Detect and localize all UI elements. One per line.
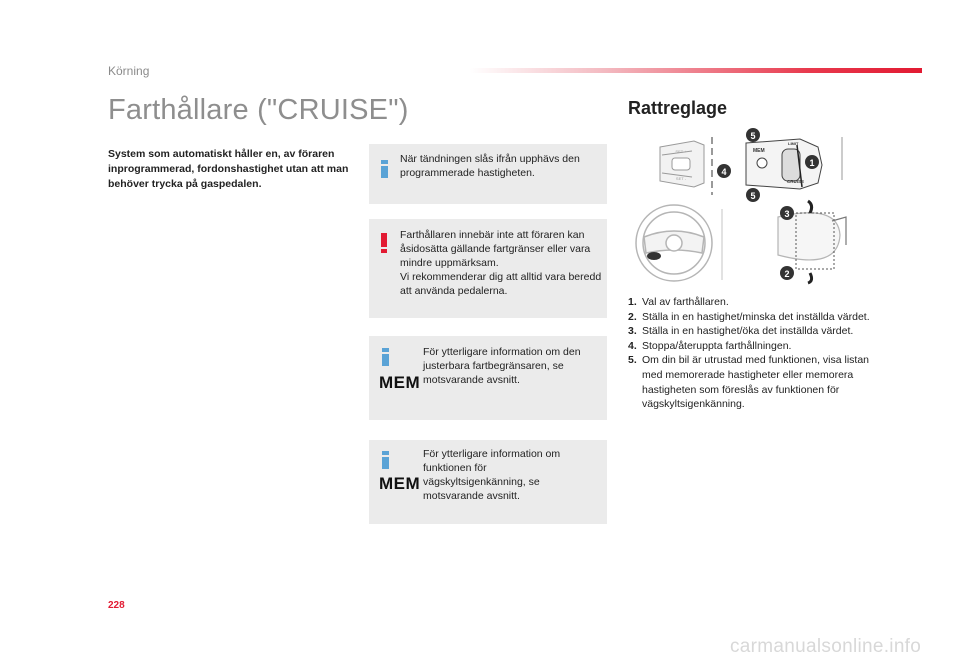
note-box-warning — [369, 219, 607, 318]
mem-badge: MEM — [379, 474, 421, 493]
diagram-label: SET - — [675, 176, 687, 181]
note-box-info — [369, 144, 607, 204]
svg-text:1: 1 — [809, 158, 815, 168]
section-label: Körning — [108, 64, 150, 78]
diagram-label: LIMIT — [788, 141, 799, 146]
info-icon — [382, 348, 389, 366]
legend-item: 1. Val av farthållaren. — [628, 296, 729, 308]
legend-item: 4. Stoppa/återuppta farthållningen. — [628, 339, 792, 352]
callout-5-bottom — [746, 188, 760, 202]
diagram-label: MEM — [753, 148, 765, 154]
svg-text:5: 5 — [750, 191, 756, 201]
steering-controls-illustration — [632, 125, 857, 285]
note-box-info-mem — [369, 440, 607, 524]
callout-5-top — [746, 128, 760, 142]
header-accent-bar — [470, 68, 922, 73]
arrow-increase — [808, 201, 812, 213]
info-icon — [381, 160, 388, 178]
legend-item: 3. Ställa in en hastighet/öka det inställda värdet. — [628, 325, 854, 338]
arrow-decrease — [808, 273, 812, 283]
callout-4 — [717, 164, 731, 178]
controls-legend — [628, 295, 873, 412]
note-text: Farthållaren innebär inte att föraren kan åsidosätta gällande fartgränser eller vara mindre uppmärksam. Vi rekommenderar dig att alltid vara beredd att använda pedalerna. — [400, 229, 602, 297]
intro-text: System som automatiskt håller en, av föraren inprogrammerad, fordonshastighet utan att man behöver trycka på gaspedalen. — [108, 148, 349, 190]
diagram-label: CRUISE — [787, 179, 805, 184]
svg-text:2: 2 — [784, 269, 790, 279]
svg-text:3: 3 — [784, 209, 790, 219]
svg-text:5: 5 — [750, 131, 756, 141]
callout-1 — [805, 155, 819, 169]
note-box-info-mem — [369, 336, 607, 420]
info-icon — [382, 451, 389, 469]
callout-2 — [780, 266, 794, 280]
diagram-label: SET + — [675, 149, 687, 154]
legend-item: 5. Om din bil är utrustad med funktionen, visa listan med memorerade hastigheter eller memorera hastigheten som föreslås av funktionen för vägskyltsigenkänning. — [628, 354, 870, 411]
callout-3 — [780, 206, 794, 220]
watermark: carmanualsonline.info — [730, 636, 922, 657]
page-title: Farthållare ("CRUISE") — [108, 94, 409, 126]
warning-icon — [381, 233, 387, 253]
svg-text:4: 4 — [721, 167, 727, 177]
legend-item: 2. Ställa in en hastighet/minska det inställda värdet. — [628, 310, 870, 323]
stalk-detail — [778, 213, 846, 269]
note-text: För ytterligare information om funktionen för vägskyltsigenkänning, se motsvarande avsnitt. — [423, 448, 561, 502]
hand-press-marker — [647, 252, 661, 260]
note-text: När tändningen slås ifrån upphävs den programmerade hastigheten. — [400, 153, 580, 179]
note-text: För ytterligare information om den justerbara fartbegränsaren, se motsvarande avsnitt. — [423, 346, 581, 386]
controls-heading: Rattreglage — [628, 98, 728, 118]
page-number: 228 — [108, 600, 125, 611]
steering-wheel — [636, 205, 712, 281]
mem-badge: MEM — [379, 373, 421, 392]
